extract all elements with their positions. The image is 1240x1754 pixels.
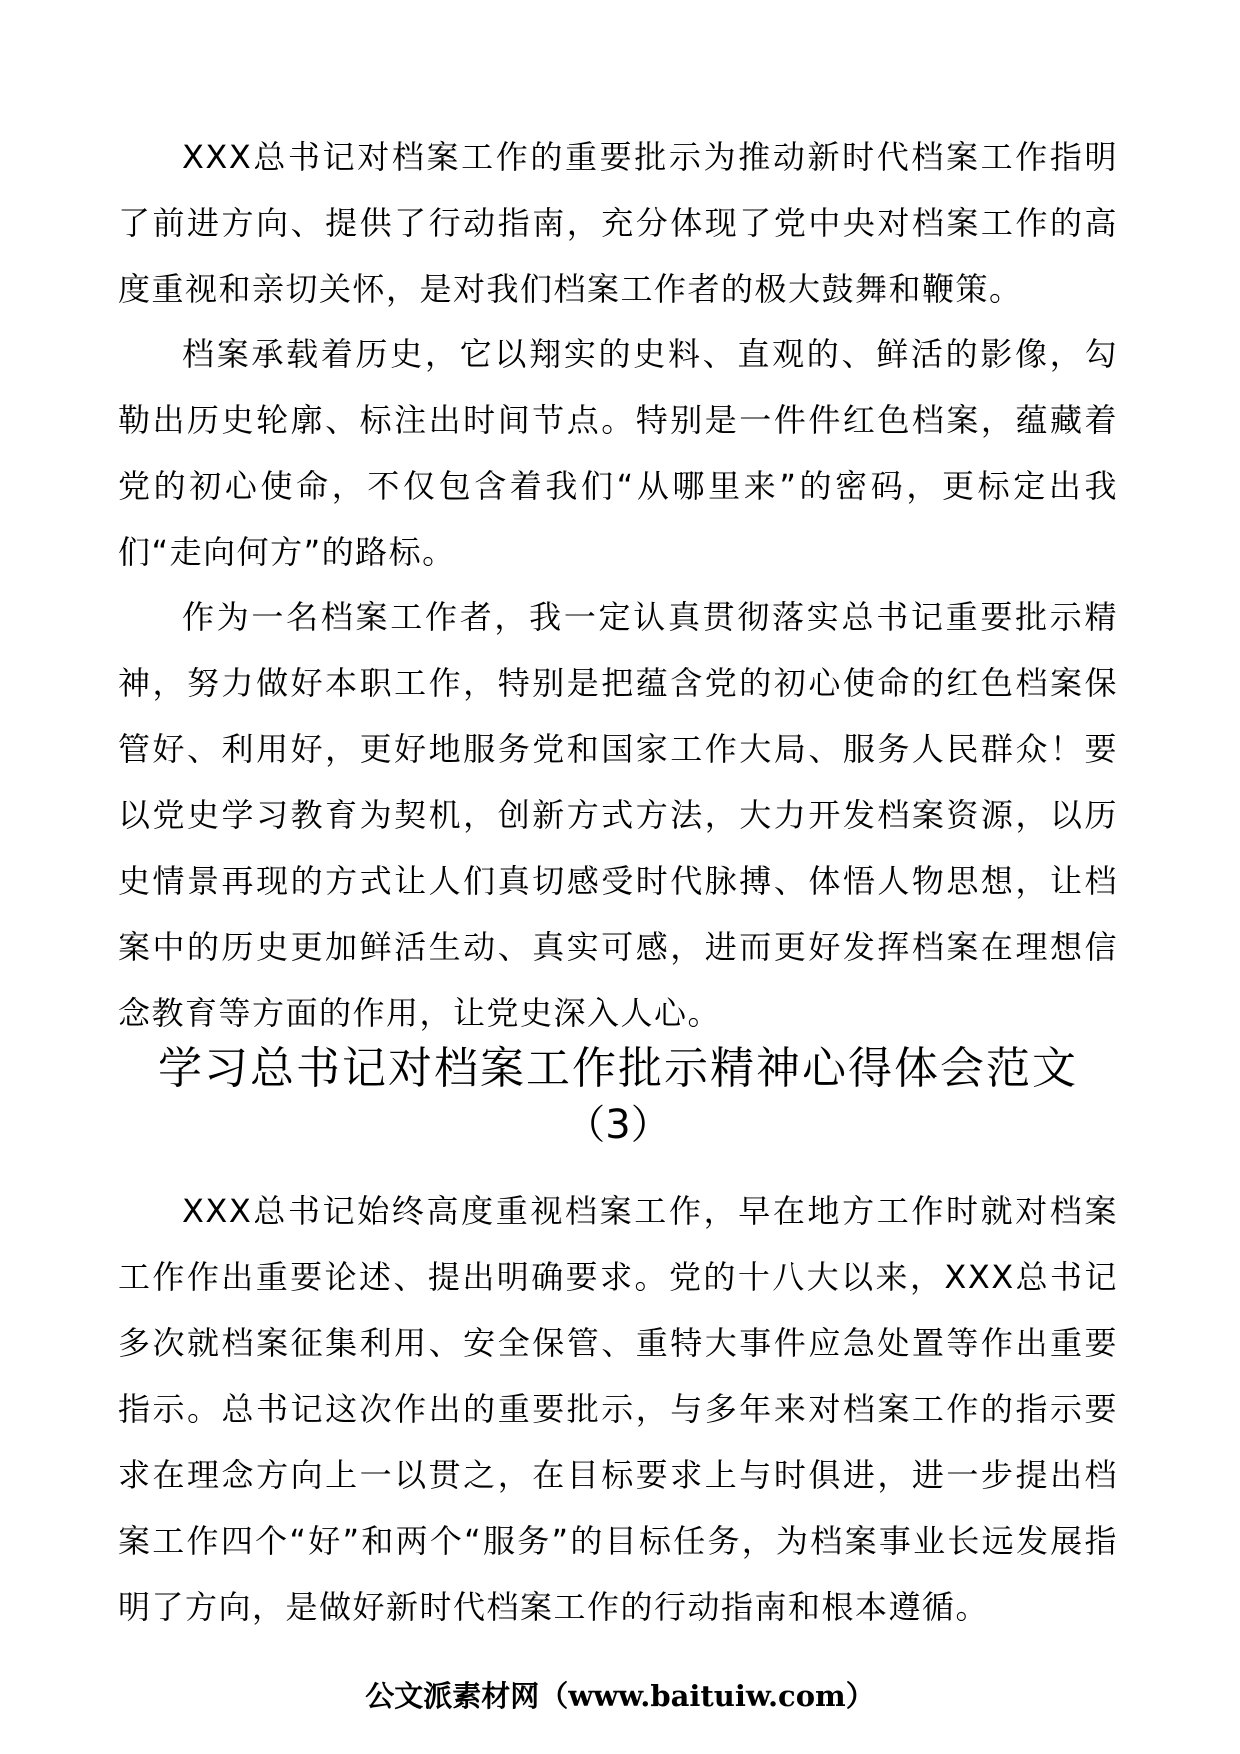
section-title: 学习总书记对档案工作批示精神心得体会范文 — [158, 1043, 1078, 1094]
body-paragraph-4: XXX总书记始终高度重视档案工作，早在地方工作时就对档案工作作出重要论述、提出明确要求。党的十八大以来，XXX总书记多次就档案征集利用、安全保管、重特大事件应急处置等作出重要指示。总书记这次作出的重要批示，与多年来对档案工作的指示要求在理念方向上一以贯之，在目标要求上与时俱进，进一步提出档案工作四个“好”和两个“服务”的目标任务，为档案事业长远发展指明了方向，是做好新时代档案工作的行动指南和根本遵循。 — [118, 1192, 1118, 1626]
section-number: （3） — [565, 1102, 671, 1148]
body-paragraph-3: 作为一名档案工作者，我一定认真贯彻落实总书记重要批示精神，努力做好本职工作，特别是把蕴含党的初心使命的红色档案保管好、利用好，更好地服务党和国家工作大局、服务人民群众！要以党史学习教育为契机，创新方式方法，大力开发档案资源，以历史情景再现的方式让人们真切感受时代脉搏、体悟人物思想，让档案中的历史更加鲜活生动、真实可感，进而更好发挥档案在理想信念教育等方面的作用，让党史深入人心。 — [118, 598, 1118, 1032]
body-paragraph-1: XXX总书记对档案工作的重要批示为推动新时代档案工作指明了前进方向、提供了行动指南，充分体现了党中央对档案工作的高度重视和亲切关怀，是对我们档案工作者的极大鼓舞和鞭策。 — [118, 138, 1118, 308]
body-paragraph-2: 档案承载着历史，它以翔实的史料、直观的、鲜活的影像，勾勒出历史轮廓、标注出时间节点。特别是一件件红色档案，蕴藏着党的初心使命，不仅包含着我们“从哪里来”的密码，更标定出我们“走向何方”的路标。 — [118, 335, 1118, 571]
footer-watermark: 公文派素材网（www.baituiw.com） — [365, 1679, 875, 1713]
